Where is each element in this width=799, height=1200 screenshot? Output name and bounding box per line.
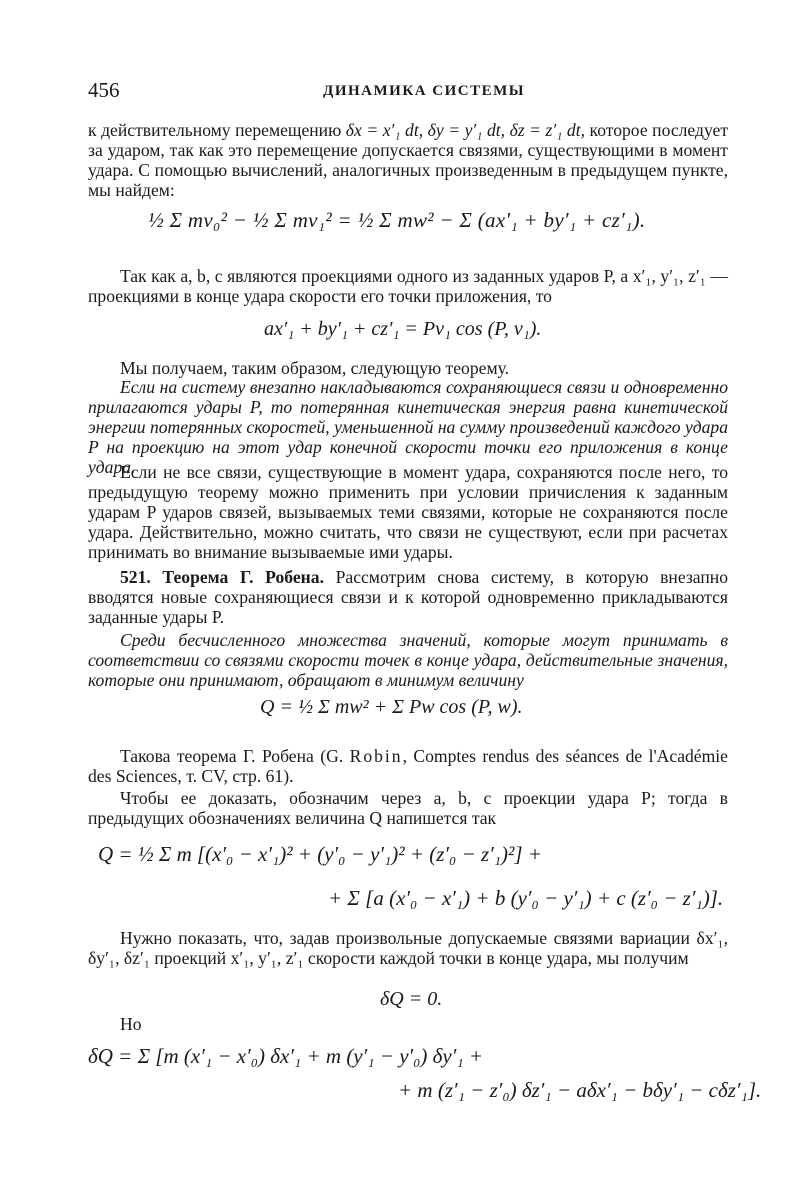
paragraph-6-start: Такова теорема Г. Робена (G. [120, 746, 350, 766]
formula-power-projection: ax′₁ + by′₁ + cz′₁ = Pv₁ cos (P, v₁). [264, 318, 542, 340]
paragraph-7: Чтобы ее доказать, обозначим через a, b, c проекции удара P; тогда в предыдущих обозначениях величина Q напишется так [88, 788, 728, 828]
formula-q-line-2: + Σ [a (x′₀ − x′₁) + b (y′₀ − y′₁) + c (z′₀ − z′₁)]. [328, 886, 724, 910]
author-name: Robin [349, 746, 403, 766]
paragraph-6 [88, 746, 728, 786]
formula-delta-q-line-1: δQ = Σ [m (x′₁ − x′₀) δx′₁ + m (y′₁ − y′₀) δy′₁ + [88, 1044, 484, 1068]
section-521 [88, 567, 728, 627]
paragraph-6-end: , Comptes rendus des séances de l'Académie des Sciences, т. CV, стр. 61). [88, 746, 728, 786]
paragraph-1-end: которое последует за ударом, так как это перемещение допускается связями, существующими в момент удара. С помощью вычислений, аналогичных произведенным в предыдущем пункте, мы найдем: [88, 120, 729, 200]
paragraph-9: Но [120, 1014, 142, 1034]
page-header [88, 78, 728, 108]
paragraph-1-start: к действительному перемещению [88, 120, 346, 140]
theorem-2: Среди бесчисленного множества значений, которые могут принимать в соответствии со связями скорости точек в конце удара, действительные значения, которые они принимают, обращают в минимум величину [88, 630, 728, 690]
section-title: 521. Теорема Г. Робена. [120, 567, 324, 587]
running-head: ДИНАМИКА СИСТЕМЫ [323, 83, 526, 99]
paragraph-8: Нужно показать, что, задав произвольные допускаемые связями вариации δx′₁, δy′₁, δz′₁ проекций x′₁, y′₁, z′₁ скорости каждой точки в конце удара, мы получим [88, 928, 728, 968]
formula-energy-loss: ½ Σ mv₀² − ½ Σ mv₁² = ½ Σ mw² − Σ (ax′₁ + by′₁ + cz′₁). [148, 208, 646, 232]
theorem-1: Если на систему внезапно накладываются сохраняющиеся связи и одновременно прилагаются удары P, то потерянная кинетическая энергия равна кинетической энергии потерянных скоростей, уменьшенной на сумму произведений каждого удара P на проекцию на этот удар конечной скорости точки его приложения в конце удара. [88, 377, 728, 477]
paragraph-5: Рассмотрим снова систему, в которую внезапно вводятся новые сохраняющиеся связи и к которой одновременно прикладываются заданные удары P. [88, 567, 729, 627]
paragraph-3: Мы получаем, таким образом, следующую теорему. [120, 358, 510, 378]
formula-delta-q-zero: δQ = 0. [380, 988, 443, 1010]
page-number: 456 [88, 78, 120, 102]
paragraph-2: Так как a, b, c являются проекциями одного из заданных ударов P, а x′₁, y′₁, z′₁ — проекциями в конце удара скорости его точки приложения, то [88, 266, 728, 306]
paragraph-1 [88, 120, 728, 200]
formula-q-line-1: Q = ½ Σ m [(x′₀ − x′₁)² + (y′₀ − y′₁)² + (z′₀ − z′₁)²] + [98, 842, 542, 866]
paragraph-4: Если не все связи, существующие в момент удара, сохраняются после него, то предыдущую теорему можно применить при условии причисления к заданным ударам P ударов связей, вызываемых теми связями, которые не сохраняются после удара. Действительно, можно считать, что связи не существуют, если при расчетах принимать во внимание вызываемые ими удары. [88, 462, 728, 562]
paragraph-1-equation: δx = x′₁ dt, δy = y′₁ dt, δz = z′₁ dt, [345, 120, 585, 140]
formula-delta-q-line-2: + m (z′₁ − z′₀) δz′₁ − aδx′₁ − bδy′₁ − cδz′₁]. [398, 1078, 762, 1102]
formula-robin-q: Q = ½ Σ mw² + Σ Pw cos (P, w). [260, 696, 523, 718]
